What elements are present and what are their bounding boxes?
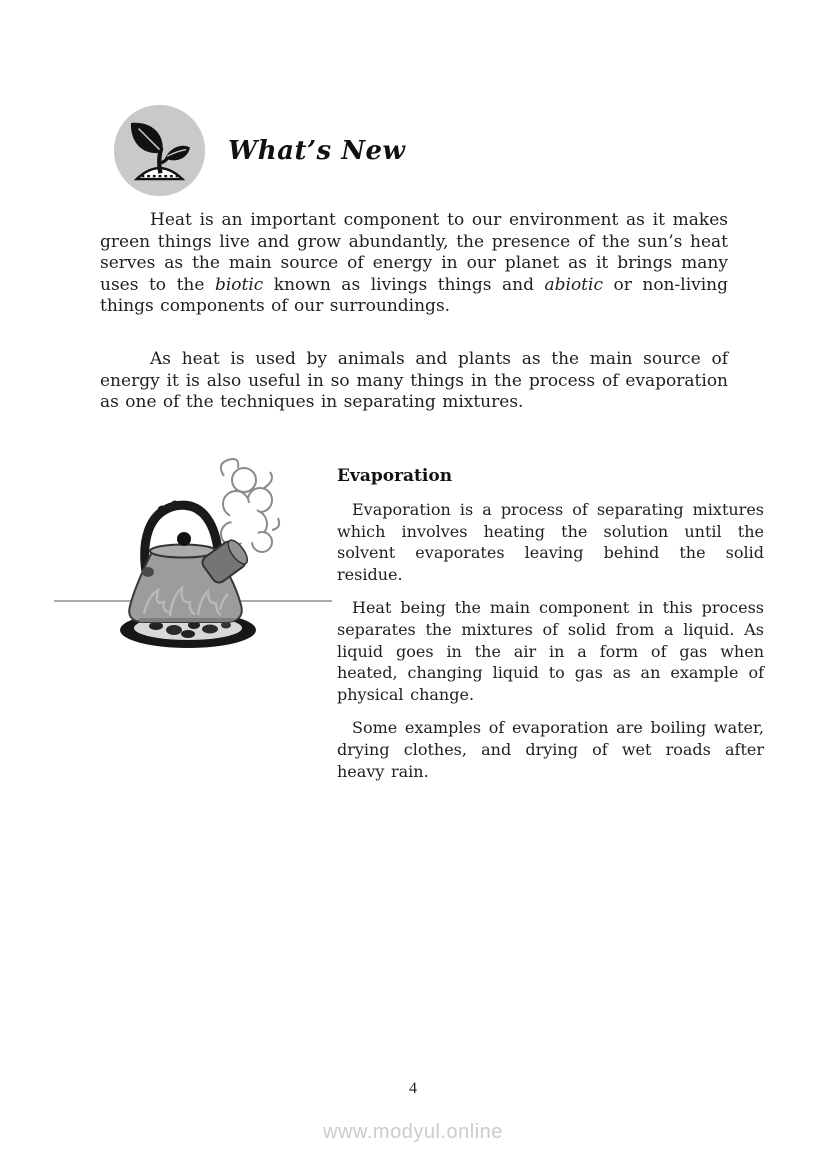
page-number: 4 (409, 1080, 417, 1097)
evaporation-paragraph-3: Some examples of evaporation are boiling water, drying clothes, and drying of wet roads after heavy rain. (337, 718, 764, 781)
intro-paragraph-1 (100, 210, 728, 318)
evaporation-paragraph-2: Heat being the main component in this process separates the mixtures of solid from a liquid. As liquid goes in the air in a form of gas when heated, changing liquid to gas as an example of physical change. (337, 598, 764, 704)
intro-p1-text: known as livings things and (263, 274, 545, 295)
intro-p1-italic-abiotic: abiotic (544, 274, 603, 295)
intro-p1-text: Heat is an important component to our environment as it makes green things live and grow abundantly, the presence of the sun’s heat serves as the main source of energy in our planet as it brings many uses to the (100, 210, 728, 295)
seedling-icon (112, 103, 207, 198)
evaporation-heading: Evaporation (337, 466, 453, 486)
intro-paragraph-2: As heat is used by animals and plants as the main source of energy it is also useful in so many things in the process of evaporation as one of the techniques in separating mixtures. (100, 348, 728, 413)
steam-icon (216, 459, 279, 554)
evaporation-paragraph-1: Evaporation is a process of separating mixtures which involves heating the solution until the solvent evaporates leaving behind the solid residue. (337, 500, 764, 584)
intro-p1-italic-biotic: biotic (214, 274, 264, 295)
kettle-illustration (48, 438, 338, 656)
evaporation-section (337, 466, 764, 782)
page-title: What’s New (228, 135, 406, 166)
section-header (112, 103, 405, 198)
intro-p1-text: or non-living things components of our surroundings. (100, 274, 728, 317)
watermark: www.modyul.online (323, 1121, 503, 1143)
intro-text (100, 210, 728, 414)
